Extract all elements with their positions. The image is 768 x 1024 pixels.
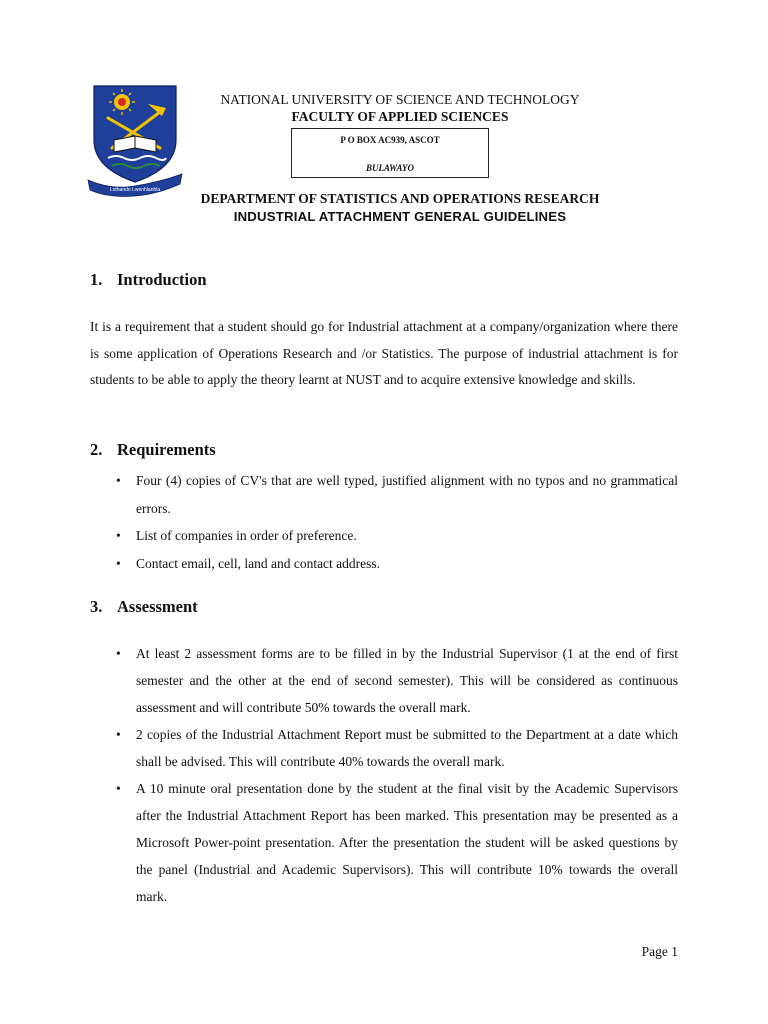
bullet-icon: •	[116, 727, 121, 742]
section-heading-introduction	[90, 270, 207, 290]
bullet-icon: •	[116, 473, 121, 488]
list-item: • At least 2 assessment forms are to be filled in by the Industrial Supervisor (1 at the end of first semester and the other at the end of second semester). This will be considered as continuous assessment and will contribute 50% towards the overall mark.	[90, 640, 678, 721]
university-name: NATIONAL UNIVERSITY OF SCIENCE AND TECHNOLOGY	[220, 92, 580, 107]
introduction-paragraph: It is a requirement that a student should go for Industrial attachment at a company/organization where there is some application of Operations Research and /or Statistics. The purpose of industrial attachment is for students to be able to apply the theory learnt at NUST and to acquire extensive knowledge and skills.	[90, 319, 678, 387]
faculty-name: FACULTY OF APPLIED SCIENCES	[291, 109, 509, 124]
department-name: DEPARTMENT OF STATISTICS AND OPERATIONS RESEARCH	[200, 191, 600, 206]
section-number: 2.	[90, 440, 103, 459]
list-item: • Four (4) copies of CV's that are well typed, justified alignment with no typos and no grammatical errors.	[90, 467, 678, 522]
section-heading-requirements	[90, 440, 216, 460]
requirements-list	[90, 467, 678, 577]
page-number: Page 1	[641, 944, 678, 959]
section-heading-assessment	[90, 597, 198, 617]
list-item: • List of companies in order of preference.	[90, 522, 678, 550]
address-box	[291, 128, 489, 178]
bullet-icon: •	[116, 781, 121, 796]
list-item: • 2 copies of the Industrial Attachment Report must be submitted to the Department at a date which shall be advised. This will contribute 40% towards the overall mark.	[90, 721, 678, 775]
section-title: Assessment	[117, 597, 198, 616]
bullet-icon: •	[116, 646, 121, 661]
bullet-icon: •	[116, 555, 121, 571]
list-item: • A 10 minute oral presentation done by the student at the final visit by the Academic Supervisors after the Industrial Attachment Report has been marked. This presentation may be presented as a Microsoft Power-point presentation. After the presentation the student will be asked questions by the panel (Industrial and Academic Supervisors). This will contribute 10% towards the overall mark.	[90, 775, 678, 910]
section-number: 3.	[90, 597, 103, 616]
assessment-list	[90, 640, 678, 910]
section-number: 1.	[90, 270, 103, 289]
crest-motto: Lothando Lwenhlanhla	[109, 187, 161, 193]
bullet-icon: •	[116, 528, 121, 543]
section-title: Introduction	[117, 270, 207, 289]
po-box: P O BOX AC939, ASCOT	[340, 135, 440, 145]
list-item: • Contact email, cell, land and contact address.	[90, 550, 678, 578]
city: BULAWAYO	[365, 163, 414, 173]
document-title: INDUSTRIAL ATTACHMENT GENERAL GUIDELINES	[233, 209, 567, 224]
section-title: Requirements	[117, 440, 216, 459]
university-crest-logo	[86, 82, 184, 200]
